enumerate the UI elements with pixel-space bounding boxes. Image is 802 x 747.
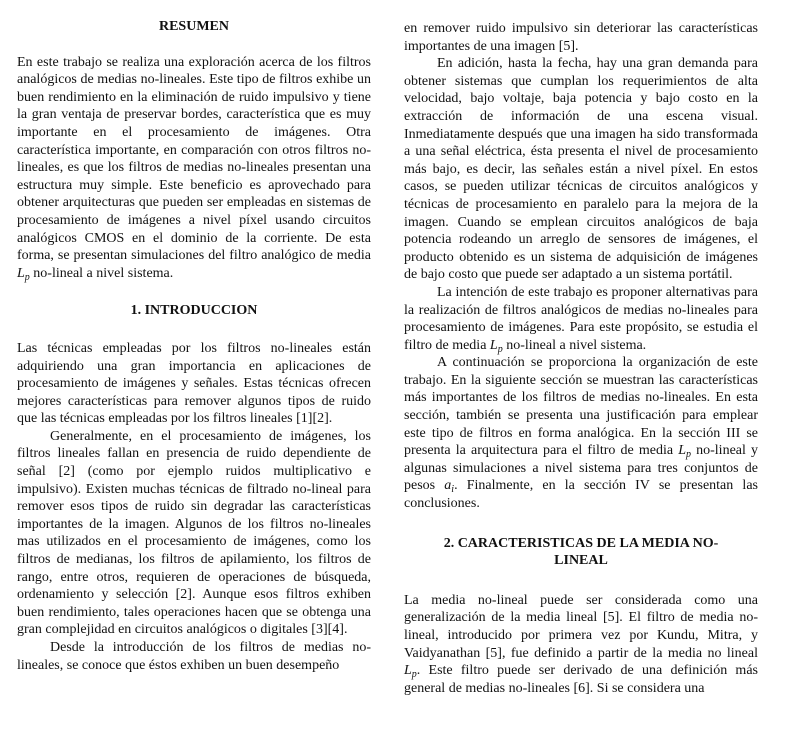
ai-symbol-letter: a bbox=[444, 478, 452, 494]
right-paragraph-3-tail: . Finalmente, en la sección IV se presentan las conclusiones. bbox=[404, 478, 758, 512]
ai-symbol-subscript: i bbox=[451, 484, 455, 496]
lp-symbol bbox=[490, 338, 503, 353]
section2-paragraph-1-tail: . Este filtro puede ser derivado de una definición más general de medias no-lineales [6]. Si se considera una bbox=[404, 663, 758, 696]
section2-heading bbox=[404, 535, 758, 570]
lp-symbol-letter: L bbox=[404, 663, 412, 679]
lp-symbol-subscript: p bbox=[24, 271, 30, 283]
ai-symbol bbox=[444, 478, 455, 496]
lp-symbol bbox=[404, 663, 417, 681]
abstract-text: En este trabajo se realiza una exploración acerca de los filtros analógicos de medias no-lineales. Este tipo de filtros exhibe un buen rendimiento en la eliminación de ruido impulsivo y tiene la gran ventaja de preservar bordes, característica que es muy importante en el procesamiento de imágenes. Otra característica importante, en comparación con otros filtros no-lineales, es que los filtros de medias no-lineales presentan una estructura muy simple. Este beneficio es aprovechado para obtener arquitecturas que pueden ser empleadas en sistemas de procesamiento de imágenes a nivel píxel usando circuitos analógicos CMOS en el dominio de la corriente. De esta forma, se presentan simulaciones del filtro analógico de media bbox=[17, 54, 371, 264]
section1-heading: 1. INTRODUCCION bbox=[130, 303, 258, 319]
section2-heading-line2: LINEAL bbox=[554, 553, 608, 569]
section2-paragraph-1-text: La media no-lineal puede ser considerada como una generalización de la media lineal [5]. El filtro de media no-lineal, introducido por primera vez por Kundu, Mitra, y Vaidyanathan [5], fue definido a partir de la media no lineal bbox=[404, 592, 758, 661]
right-paragraph-2 bbox=[404, 284, 758, 354]
left-column bbox=[17, 18, 371, 674]
lp-symbol bbox=[678, 443, 691, 461]
lp-symbol-subscript: p bbox=[686, 449, 691, 461]
intro-paragraph-2: Generalmente, en el procesamiento de imágenes, los filtros lineales fallan en presencia de ruido dependiente de señal [2] (como por ejemplo ruidos multiplicativo e impulsivo). Existen muchas técnicas de filtrado no-lineal para remover esos tipos de ruido sin degradar las características importantes de la imagen. Algunos de los filtros no-lineales mas utilizados en el procesamiento de imágenes, como los filtros de medianas, los filtros de apilamiento, los filtros de rango, entre otros, requieren de operaciones de búsqueda, ordenamiento y selección [2]. Aunque esos filtros exhiben buen rendimiento, tales operaciones hacen que se obtenga una gran complejidad en circuitos analógicos o digitales [3][4]. bbox=[17, 428, 371, 638]
lp-symbol-letter: L bbox=[489, 337, 498, 353]
abstract-tail: no-lineal a nivel sistema. bbox=[29, 265, 174, 281]
intro-paragraph-3: Desde la introducción de los filtros de medias no-lineales, se conoce que éstos exhiben un buen desempeño bbox=[17, 640, 371, 673]
right-paragraph-1: En adición, hasta la fecha, hay una gran demanda para obtener sistemas que cumplan los requerimientos de alta velocidad, bajo voltaje, baja potencia y bajo costo en la extracción de información de una escena visual. Inmediatamente después que una imagen ha sido transformada a una señal eléctrica, ésta presenta el nivel de procesamiento más bajo, es decir, las señales están a nivel píxel. En estos casos, se pueden utilizar técnicas de circuitos analógicos y técnicas de procesamiento en paralelo para la mejora de la imagen. Cuando se emplean circuitos analógicos de baja potencia rodeando un arreglo de sensores de imágenes, el producto obtenido es un sistema de adquisición de imágenes de bajo costo que puede ser adaptado a un sistema portátil. bbox=[404, 56, 758, 283]
section2-paragraph-1 bbox=[404, 592, 758, 698]
abstract-heading: RESUMEN bbox=[158, 19, 229, 34]
lp-symbol-subscript: p bbox=[411, 669, 417, 681]
right-paragraph-3-middle: no-lineal y algunas simulaciones a nivel sistema para tres conjuntos de pesos bbox=[404, 443, 759, 494]
lp-symbol-letter: L bbox=[17, 265, 25, 281]
intro-paragraph-1: Las técnicas empleadas por los filtros no-lineales están adquiriendo una gran importancia en aplicaciones de procesamiento de imágenes y señales. Estas técnicas ofrecen mejores características para remover algunos tipos de ruido que las técnicas empleadas por los filtros lineales [1][2]. bbox=[17, 340, 371, 427]
lp-symbol-subscript: p bbox=[497, 343, 503, 355]
lp-symbol-letter: L bbox=[678, 443, 686, 459]
right-paragraph-3 bbox=[404, 354, 758, 512]
right-column bbox=[404, 20, 758, 697]
right-paragraph-2-text: La intención de este trabajo es proponer alternativas para la realización de filtros analógicos de medias no-lineales para procesamiento de imágenes. Para este propósito, se estudia el filtro de media bbox=[404, 284, 758, 353]
right-paragraph-2-tail: no-lineal a nivel sistema. bbox=[502, 337, 647, 353]
right-paragraph-3-text: A continuación se proporciona la organización de este trabajo. En la siguiente sección se muestran las características más importantes de los filtros de medias no-lineales. En esta sección, también se presenta una justificación para emplear este tipo de filtros en forma analógica. En la sección III se presenta la arquitectura para el filtro de media bbox=[404, 355, 758, 459]
section2-heading-line1: 2. CARACTERISTICAS DE LA MEDIA NO- bbox=[443, 535, 719, 551]
lp-symbol bbox=[17, 266, 30, 281]
abstract-paragraph bbox=[17, 54, 371, 283]
right-paragraph-0: en remover ruido impulsivo sin deteriorar las características importantes de una imagen [5]. bbox=[404, 21, 758, 54]
